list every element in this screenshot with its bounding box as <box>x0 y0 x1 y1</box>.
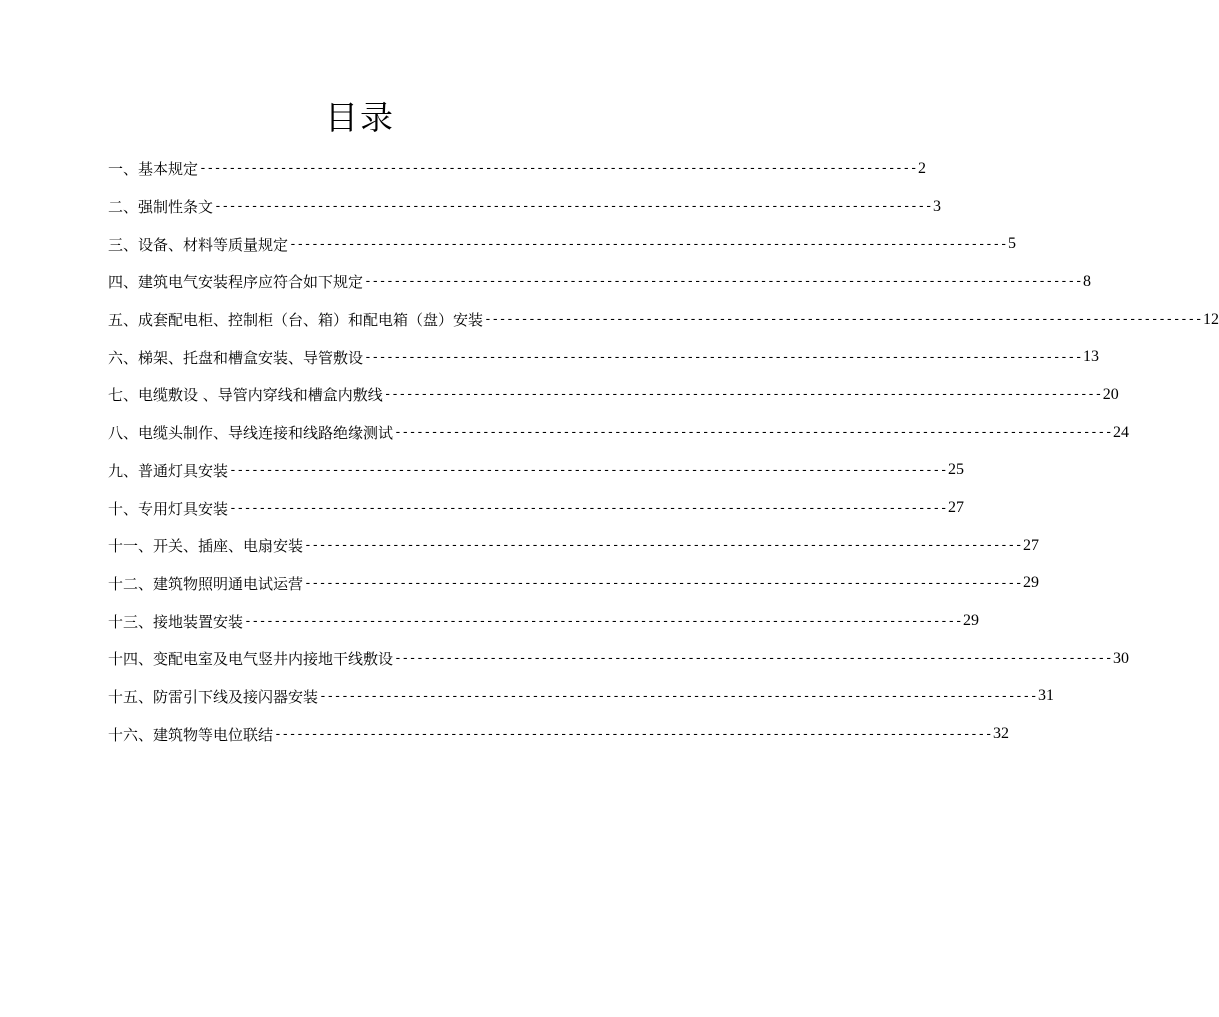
toc-entry-label: 十二、建筑物照明通电试运营 <box>108 574 304 593</box>
dot-leader: -------------------------------------------------------------------------------------------------- <box>214 199 933 215</box>
toc-entry-label: 三、设备、材料等质量规定 <box>108 235 289 254</box>
toc-entry-label: 十六、建筑物等电位联结 <box>108 725 274 744</box>
toc-entry-label: 十五、防雷引下线及接闪器安装 <box>108 687 319 706</box>
dot-leader: -------------------------------------------------------------------------------------------------- <box>484 312 1203 328</box>
toc-entry[interactable] <box>108 188 942 226</box>
toc-entry[interactable] <box>108 565 1040 603</box>
toc-entry-label: 七、电缆敷设 、导管内穿线和槽盒内敷线 <box>108 386 383 405</box>
toc-entry-label: 二、强制性条文 <box>108 198 214 217</box>
toc-entry[interactable] <box>108 301 1219 339</box>
dot-leader: -------------------------------------------------------------------------------------------------- <box>289 236 1008 252</box>
toc-entry-label: 十、专用灯具安装 <box>108 499 229 518</box>
toc-entry[interactable] <box>108 150 927 188</box>
dot-leader: -------------------------------------------------------------------------------------------------- <box>199 161 918 177</box>
toc-entry-page: 24 <box>1113 423 1130 441</box>
toc-entry-page: 32 <box>993 725 1010 743</box>
toc-entry[interactable] <box>108 338 1100 376</box>
toc-entry-label: 一、基本规定 <box>108 160 199 179</box>
dot-leader: -------------------------------------------------------------------------------------------------- <box>394 425 1113 441</box>
toc-entry-page: 30 <box>1113 649 1130 667</box>
toc-entry-label: 六、梯架、托盘和槽盒安装、导管敷设 <box>108 348 364 367</box>
toc-entry-label: 八、电缆头制作、导线连接和线路绝缘测试 <box>108 424 394 443</box>
toc-entry[interactable] <box>108 489 965 527</box>
dot-leader: -------------------------------------------------------------------------------------------------- <box>364 274 1083 290</box>
toc-entry-label: 十三、接地装置安装 <box>108 612 244 631</box>
page-title: 目录 <box>325 98 395 137</box>
toc-entry-page: 25 <box>948 461 965 479</box>
toc-entry-label: 九、普通灯具安装 <box>108 461 229 480</box>
dot-leader: -------------------------------------------------------------------------------------------------- <box>319 688 1038 704</box>
toc-entry-label: 五、成套配电柜、控制柜（台、箱）和配电箱（盘）安装 <box>108 311 484 330</box>
toc-entry-page: 29 <box>1023 574 1040 592</box>
toc-entry-page: 27 <box>1023 536 1040 554</box>
dot-leader: -------------------------------------------------------------------------------------------------- <box>244 613 963 629</box>
toc-entry[interactable] <box>108 678 1055 716</box>
toc-entry[interactable] <box>108 263 1092 301</box>
toc-entry-page: 5 <box>1008 235 1017 253</box>
dot-leader: -------------------------------------------------------------------------------------------------- <box>304 575 1023 591</box>
dot-leader: -------------------------------------------------------------------------------------------------- <box>274 726 993 742</box>
toc-entry-label: 十一、开关、插座、电扇安装 <box>108 537 304 556</box>
dot-leader: -------------------------------------------------------------------------------------------------- <box>394 651 1113 667</box>
toc-entry[interactable] <box>108 414 1130 452</box>
toc-entry-page: 3 <box>933 197 942 215</box>
toc-entry[interactable] <box>108 640 1130 678</box>
toc-entry-page: 2 <box>918 159 927 177</box>
dot-leader: -------------------------------------------------------------------------------------------------- <box>229 500 948 516</box>
toc-entry-page: 27 <box>948 499 965 517</box>
toc-entry-label: 四、建筑电气安装程序应符合如下规定 <box>108 273 364 292</box>
toc-entry-page: 8 <box>1083 272 1092 290</box>
toc-entry[interactable] <box>108 376 1119 414</box>
toc-entry-page: 29 <box>963 612 980 630</box>
toc-entry-page: 12 <box>1203 310 1219 328</box>
toc-entry[interactable] <box>108 602 980 640</box>
toc-entry-page: 20 <box>1102 385 1119 403</box>
toc-entry-page: 31 <box>1038 687 1055 705</box>
dot-leader: -------------------------------------------------------------------------------------------------- <box>304 538 1023 554</box>
toc-entry[interactable] <box>108 452 965 490</box>
table-of-contents <box>108 150 1219 753</box>
dot-leader: -------------------------------------------------------------------------------------------------- <box>383 387 1102 403</box>
toc-entry[interactable] <box>108 527 1040 565</box>
toc-entry-label: 十四、变配电室及电气竖井内接地干线敷设 <box>108 650 394 669</box>
toc-entry-page: 13 <box>1083 348 1100 366</box>
toc-entry[interactable] <box>108 715 1010 753</box>
toc-entry[interactable] <box>108 225 1017 263</box>
dot-leader: -------------------------------------------------------------------------------------------------- <box>229 462 948 478</box>
dot-leader: -------------------------------------------------------------------------------------------------- <box>364 349 1083 365</box>
